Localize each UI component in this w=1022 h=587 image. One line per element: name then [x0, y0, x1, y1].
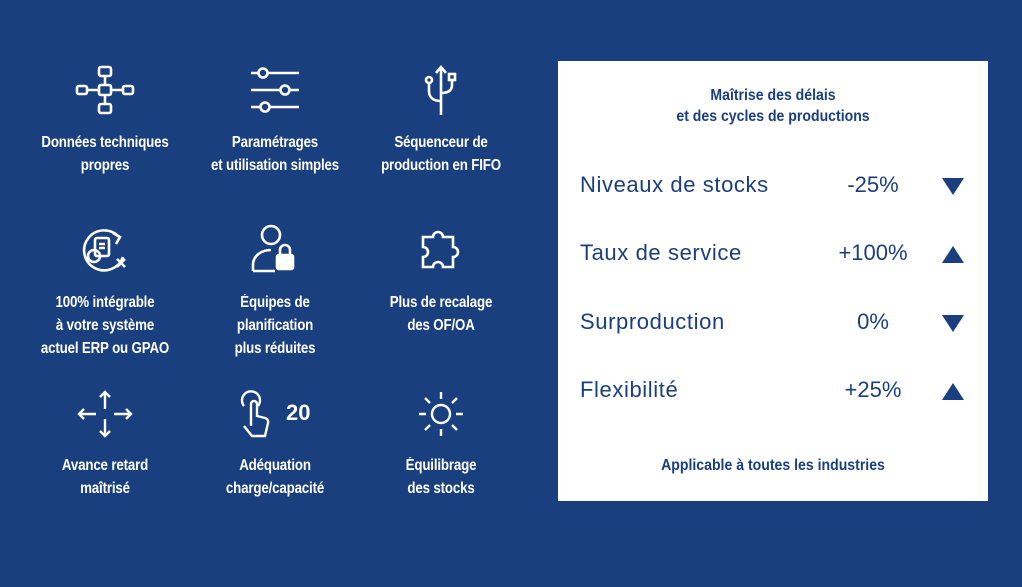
- feature-label: Adéquation charge/capacité: [225, 457, 325, 497]
- panel-footer: Applicable à toutes les industries: [661, 457, 885, 474]
- triangle-up-icon: [941, 245, 965, 264]
- feature-label: Avance retard maîtrisé: [61, 457, 149, 497]
- feature-recalage: [356, 223, 526, 337]
- panel-title: Maîtrise des délais et des cycles de productions: [676, 87, 870, 125]
- feature-label: Paramétrages et utilisation simples: [210, 134, 340, 174]
- metric-name: Niveaux de stocks: [580, 172, 769, 197]
- feature-label: Séquenceur de production en FIFO: [381, 134, 501, 174]
- metric-row-service: [558, 236, 988, 270]
- feature-adequation: [190, 386, 360, 500]
- metric-value: -25%: [847, 172, 899, 197]
- triangle-down-icon: [941, 314, 965, 333]
- user-lock-icon: [243, 223, 307, 279]
- feature-parametrages: [190, 63, 360, 177]
- metric-value: +100%: [838, 240, 908, 265]
- metric-row-surproduction: [558, 305, 988, 339]
- metric-row-stocks: [558, 168, 988, 202]
- feature-donnees-techniques: [20, 63, 190, 177]
- document-sync-icon: [73, 223, 137, 279]
- feature-integrable: [20, 223, 190, 360]
- metric-row-flexibilite: [558, 373, 988, 407]
- feature-label: Données techniques propres: [41, 134, 169, 174]
- metric-name: Flexibilité: [580, 377, 679, 402]
- metric-value: 0%: [857, 309, 889, 334]
- feature-label: Équilibrage des stocks: [405, 457, 477, 497]
- usb-icon: [409, 63, 473, 119]
- triangle-up-icon: [941, 382, 965, 401]
- feature-equipes: [190, 223, 360, 360]
- metric-name: Taux de service: [580, 240, 742, 265]
- results-panel: [558, 61, 988, 501]
- triangle-down-icon: [941, 177, 965, 196]
- metric-name: Surproduction: [580, 309, 725, 334]
- metric-value: +25%: [844, 377, 902, 402]
- feature-avance-retard: [20, 386, 190, 500]
- puzzle-icon: [409, 223, 473, 279]
- flowchart-icon: [73, 63, 137, 119]
- feature-label: Plus de recalage des OF/OA: [389, 294, 493, 334]
- move-arrows-icon: [73, 386, 137, 442]
- touch-20-icon: [230, 386, 320, 442]
- feature-label: Équipes de planification plus réduites: [234, 294, 316, 357]
- touch-20-text: 20: [286, 400, 311, 425]
- feature-label: 100% intégrable à votre système actuel ERP ou GPAO: [40, 294, 170, 357]
- feature-sequenceur: [356, 63, 526, 177]
- feature-equilibrage: [356, 386, 526, 500]
- sliders-icon: [243, 63, 307, 119]
- sun-icon: [409, 386, 473, 442]
